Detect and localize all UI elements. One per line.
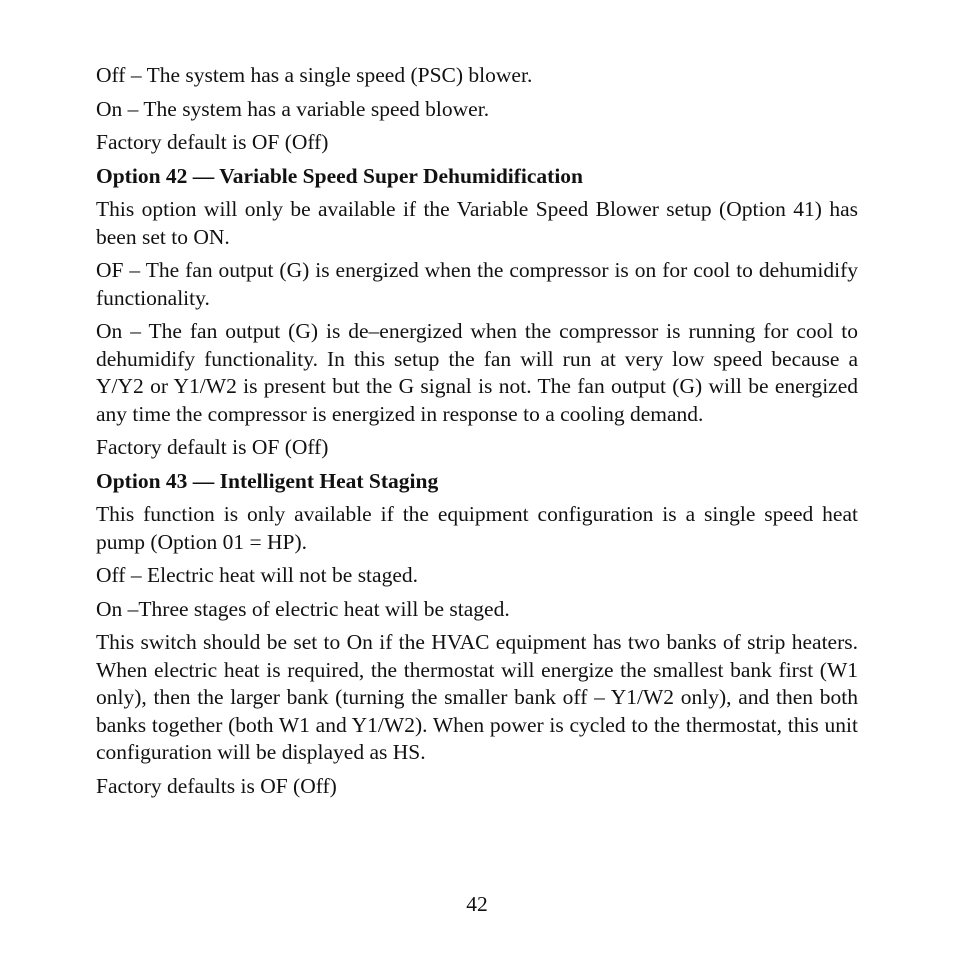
option-43-heading: Option 43 — Intelligent Heat Staging <box>96 468 439 493</box>
option-41-factory-default: Factory default is OF (Off) <box>96 130 329 154</box>
option-42-on-description: On – The fan output (G) is de–energized when the compressor is running for cool to dehumidify functionality. In this setup the fan will run at very low speed because a Y/Y2 or Y1/W2 is present but the G signal is not. The fan output (G) will be energized any time the compressor is energized in response to a cooling demand. <box>96 319 858 426</box>
option-42-factory-default: Factory default is OF (Off) <box>96 435 329 459</box>
option-42-of-description: OF – The fan output (G) is energized when the compressor is on for cool to dehumidify functionality. <box>96 258 858 310</box>
option-43-availability-text: This function is only available if the equipment configuration is a single speed heat pump (Option 01 = HP). <box>96 502 858 554</box>
psc-blower-off-text: Off – The system has a single speed (PSC) blower. <box>96 63 533 87</box>
option-43-on-description: On –Three stages of electric heat will be staged. <box>96 596 510 621</box>
manual-page-body <box>96 62 858 806</box>
option-42-heading: Option 42 — Variable Speed Super Dehumidification <box>96 163 584 188</box>
option-42-availability-text: This option will only be available if the Variable Speed Blower setup (Option 41) has been set to ON. <box>96 197 858 249</box>
variable-blower-on-text: On – The system has a variable speed blower. <box>96 96 490 121</box>
option-43-off-description: Off – Electric heat will not be staged. <box>96 563 418 587</box>
option-43-factory-default: Factory defaults is OF (Off) <box>96 773 337 798</box>
option-43-strip-heaters-text: This switch should be set to On if the HVAC equipment has two banks of strip heaters. When electric heat is required, the thermostat will energize the smallest bank first (W1 only), then the larger bank (turning the smaller bank off – Y1/W2 only), and then both banks together (both W1 and Y1/W2). When power is cycled to the thermostat, this unit configuration will be displayed as HS. <box>96 630 858 764</box>
page-number: 42 <box>466 892 488 916</box>
